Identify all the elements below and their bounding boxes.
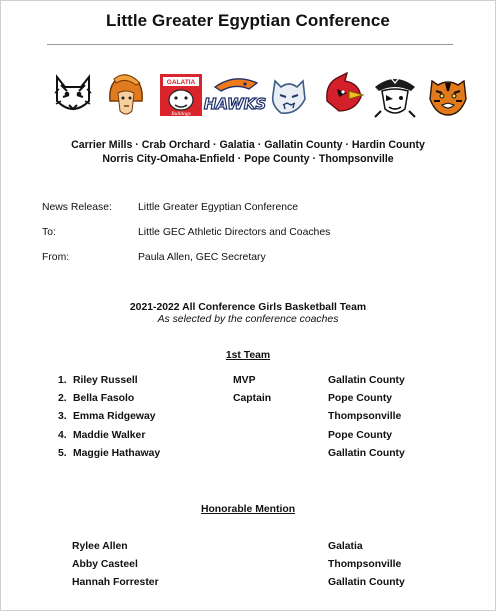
player-number: 3. [58, 411, 67, 422]
first-team-row [1, 375, 495, 389]
title-divider [47, 44, 453, 45]
tiger-icon [424, 71, 472, 119]
player-role: MVP [233, 375, 256, 386]
player-role: Captain [233, 393, 272, 404]
cardinal-icon [319, 71, 367, 119]
player-name: Bella Fasolo [73, 393, 135, 404]
player-name: Rylee Allen [72, 541, 128, 552]
first-team-row [1, 411, 495, 425]
player-school: Thompsonville [328, 411, 402, 422]
memo-to-value: Little GEC Athletic Directors and Coaches [138, 227, 331, 238]
memo-from-value: Paula Allen, GEC Secretary [138, 252, 266, 263]
memo-release-label: News Release: [42, 202, 112, 213]
player-school: Gallatin County [328, 448, 405, 459]
pirate-icon [371, 71, 419, 119]
hawks-icon [203, 71, 267, 119]
honorable-mention-row [1, 559, 495, 573]
player-school: Galatia [328, 541, 363, 552]
member-schools-line-1: Carrier Mills · Crab Orchard · Galatia · Gallatin County · Hardin County [71, 139, 425, 151]
member-schools-line-2: Norris City-Omaha-Enfield · Pope County · Thompsonville [102, 153, 394, 165]
memo-release-value: Little Greater Egyptian Conference [138, 202, 298, 213]
player-school: Thompsonville [328, 559, 402, 570]
team-subtitle: As selected by the conference coaches [157, 314, 339, 325]
first-team-row [1, 430, 495, 444]
player-name: Abby Casteel [72, 559, 138, 570]
team-title: 2021-2022 All Conference Girls Basketball Team [129, 302, 367, 313]
player-number: 5. [58, 448, 67, 459]
page-title: Little Greater Egyptian Conference [106, 11, 390, 30]
panther-icon [265, 71, 313, 119]
player-name: Hannah Forrester [72, 577, 159, 588]
galatia-bulldog-icon [157, 71, 205, 119]
wildcat-icon [49, 71, 97, 119]
honorable-mention-heading: Honorable Mention [200, 504, 296, 515]
player-school: Gallatin County [328, 577, 405, 588]
player-school: Pope County [328, 430, 393, 441]
school-logo-strip [49, 71, 459, 123]
player-name: Riley Russell [73, 375, 138, 386]
first-team-row [1, 448, 495, 462]
honorable-mention-row [1, 577, 495, 591]
player-school: Gallatin County [328, 375, 405, 386]
first-team-heading: 1st Team [225, 350, 271, 361]
svg-text:HAWKS: HAWKS [203, 95, 267, 113]
memo-to-label: To: [42, 227, 56, 238]
player-number: 1. [58, 375, 67, 386]
player-name: Emma Ridgeway [73, 411, 156, 422]
honorable-mention-row [1, 541, 495, 555]
svg-text:Bulldogs: Bulldogs [171, 111, 191, 117]
first-team-row [1, 393, 495, 407]
trojan-icon [102, 71, 150, 119]
player-name: Maddie Walker [73, 430, 146, 441]
svg-text:GALATIA: GALATIA [166, 79, 196, 86]
memo-from-label: From: [42, 252, 70, 263]
player-name: Maggie Hathaway [73, 448, 161, 459]
player-number: 2. [58, 393, 67, 404]
player-school: Pope County [328, 393, 393, 404]
player-number: 4. [58, 430, 67, 441]
